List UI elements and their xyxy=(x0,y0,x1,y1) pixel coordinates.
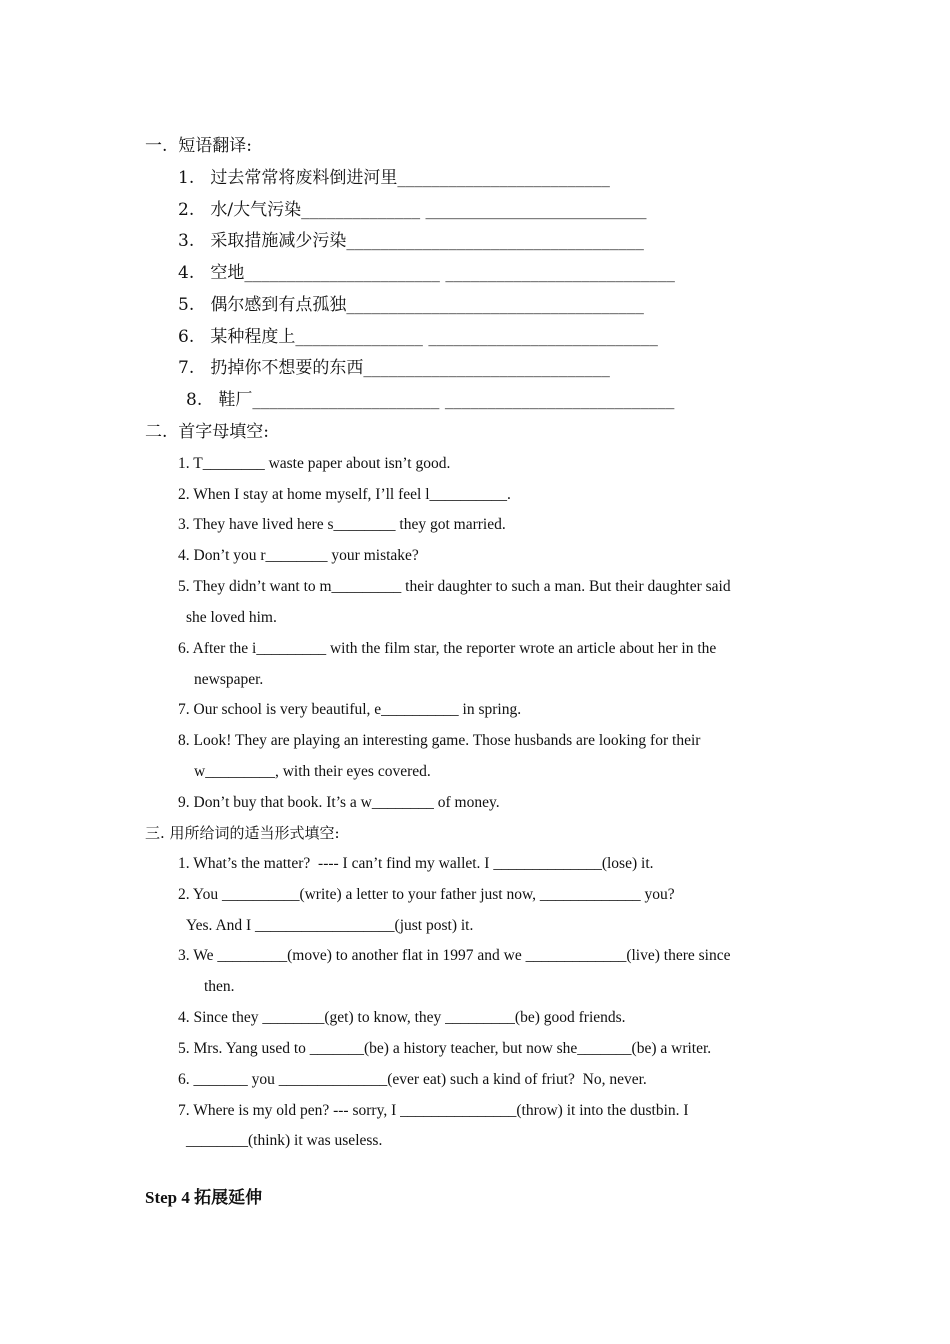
section3-item-7: 7. Where is my old pen? --- sorry, I _______________(throw) it into the dustbin. I xyxy=(178,1102,689,1119)
section2-item-2: 2. When I stay at home myself, I’ll feel l__________. xyxy=(178,486,511,503)
section1-item-6: 6. 某种程度上_______________ ___________________________ xyxy=(178,327,658,347)
section3-item-6: 6. _______ you ______________(ever eat) such a kind of friut? No, never. xyxy=(178,1071,647,1088)
section2-title: 二. 首字母填空: xyxy=(145,422,269,442)
section2-item-6-cont: newspaper. xyxy=(194,671,264,688)
section1-item-8: 8. 鞋厂______________________ ___________________________ xyxy=(186,390,675,410)
section1-item-5: 5. 偶尔感到有点孤独___________________________________ xyxy=(178,295,644,315)
section3-item-1: 1. What’s the matter? ---- I can’t find my wallet. I ______________(lose) it. xyxy=(178,855,654,872)
section2-item-5-cont: she loved him. xyxy=(186,609,277,626)
section2-item-1: 1. T________ waste paper about isn’t good. xyxy=(178,455,451,472)
section2-item-3: 3. They have lived here s________ they got married. xyxy=(178,516,506,533)
section1-title: 一. 短语翻译: xyxy=(145,136,252,156)
section2-item-5: 5. They didn’t want to m_________ their daughter to such a man. But their daughter said xyxy=(178,578,731,595)
section2-item-6: 6. After the i_________ with the film star, the reporter wrote an article about her in the xyxy=(178,640,717,657)
section1-item-3: 3. 采取措施减少污染___________________________________ xyxy=(178,231,644,251)
section2-item-7: 7. Our school is very beautiful, e__________ in spring. xyxy=(178,701,522,718)
section1-item-7: 7. 扔掉你不想要的东西_____________________________ xyxy=(178,358,610,378)
section3-item-2: 2. You __________(write) a letter to your father just now, _____________ you? xyxy=(178,886,675,903)
section2-item-8-cont: w_________, with their eyes covered. xyxy=(194,763,431,780)
section2-item-8: 8. Look! They are playing an interesting game. Those husbands are looking for their xyxy=(178,732,701,749)
section1-item-4: 4. 空地_______________________ ___________________________ xyxy=(178,263,675,283)
section3-item-3: 3. We _________(move) to another flat in 1997 and we _____________(live) there since xyxy=(178,947,731,964)
section2-item-4: 4. Don’t you r________ your mistake? xyxy=(178,547,419,564)
section2-item-9: 9. Don’t buy that book. It’s a w________ of money. xyxy=(178,794,500,811)
section3-item-4: 4. Since they ________(get) to know, they _________(be) good friends. xyxy=(178,1009,626,1026)
step4-heading: Step 4 拓展延伸 xyxy=(145,1188,263,1207)
section3-item-2-cont: Yes. And I __________________(just post) it. xyxy=(186,917,474,934)
section3-title: 三. 用所给词的适当形式填空: xyxy=(145,824,340,842)
section3-item-7-cont: ________(think) it was useless. xyxy=(186,1132,383,1149)
section3-item-3-cont: then. xyxy=(204,978,235,995)
section3-item-5: 5. Mrs. Yang used to _______(be) a history teacher, but now she_______(be) a writer. xyxy=(178,1040,712,1057)
section1-item-2: 2. 水/大气污染______________ __________________________ xyxy=(178,200,647,220)
section1-item-1: 1. 过去常常将废料倒进河里_________________________ xyxy=(178,168,610,188)
